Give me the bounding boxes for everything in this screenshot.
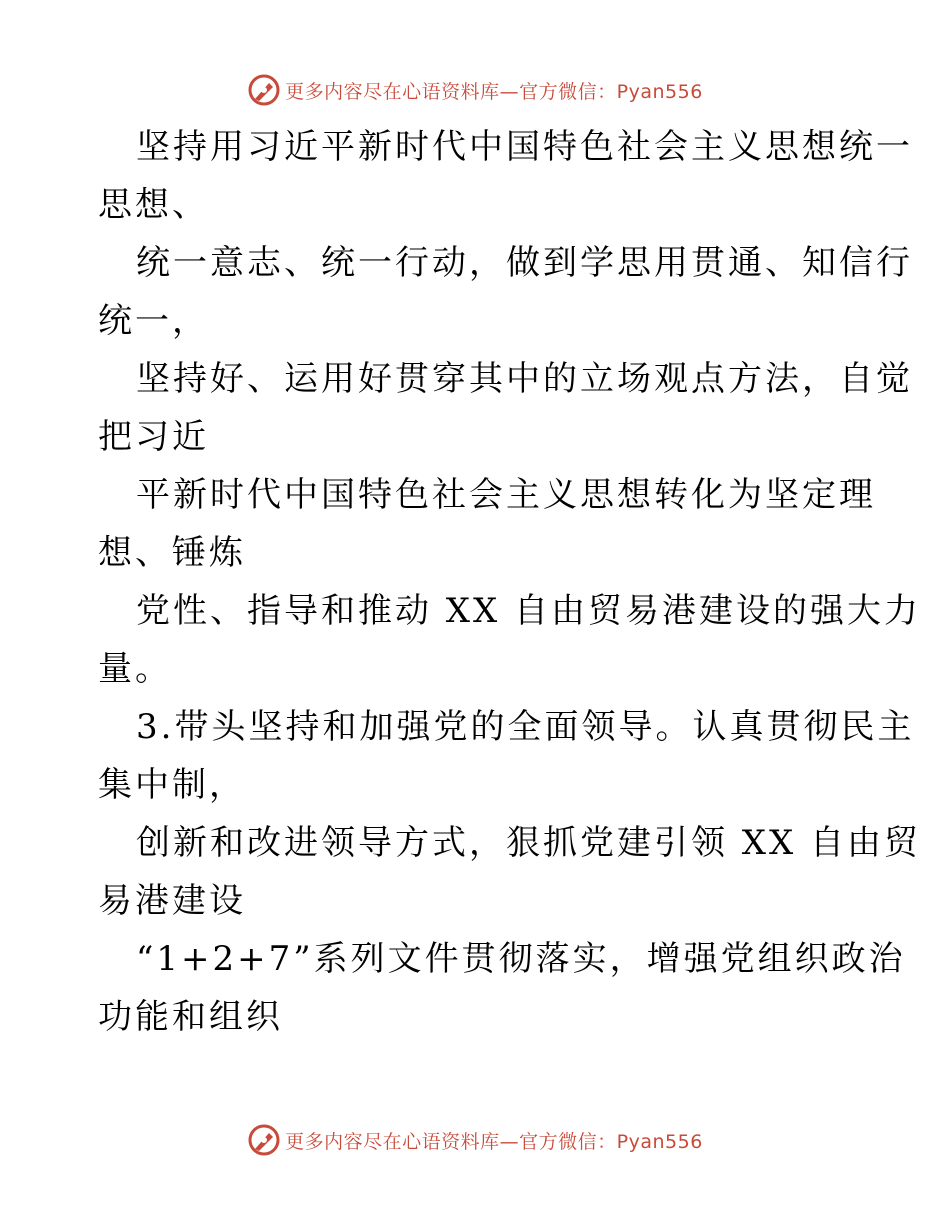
text-line: 平新时代中国特色社会主义思想转化为坚定理 (136, 475, 876, 515)
text-line: 把习近 (98, 417, 209, 457)
pen-logo-icon (247, 1123, 281, 1157)
text-line: 党性、指导和推动 XX 自由贸易港建设的强大力 (136, 591, 922, 631)
text-line: 想、锤炼 (98, 533, 246, 573)
text-line: 量。 (98, 649, 172, 689)
text-line: 集中制， (98, 765, 246, 805)
pen-logo-icon (247, 73, 281, 107)
header-watermark (0, 70, 950, 110)
watermark-text: 更多内容尽在心语资料库—官方微信：Pyan556 (285, 80, 703, 103)
text-line: 思想、 (98, 185, 209, 225)
text-line: 3.带头坚持和加强党的全面领导。认真贯彻民主 (136, 707, 915, 747)
text-line: 坚持用习近平新时代中国特色社会主义思想统一 (136, 127, 913, 167)
text-line: “1+2+7”系列文件贯彻落实，增强党组织政治 (136, 939, 906, 979)
text-line: 统一， (98, 301, 209, 341)
text-line: 功能和组织 (98, 997, 283, 1037)
document-body (98, 118, 922, 1046)
text-line: 坚持好、运用好贯穿其中的立场观点方法，自觉 (136, 359, 913, 399)
text-line: 创新和改进领导方式，狠抓党建引领 XX 自由贸 (136, 823, 922, 863)
watermark-text: 更多内容尽在心语资料库—官方微信：Pyan556 (285, 1130, 703, 1153)
footer-watermark (0, 1120, 950, 1160)
text-line: 统一意志、统一行动，做到学思用贯通、知信行 (136, 243, 913, 283)
text-line: 易港建设 (98, 881, 246, 921)
